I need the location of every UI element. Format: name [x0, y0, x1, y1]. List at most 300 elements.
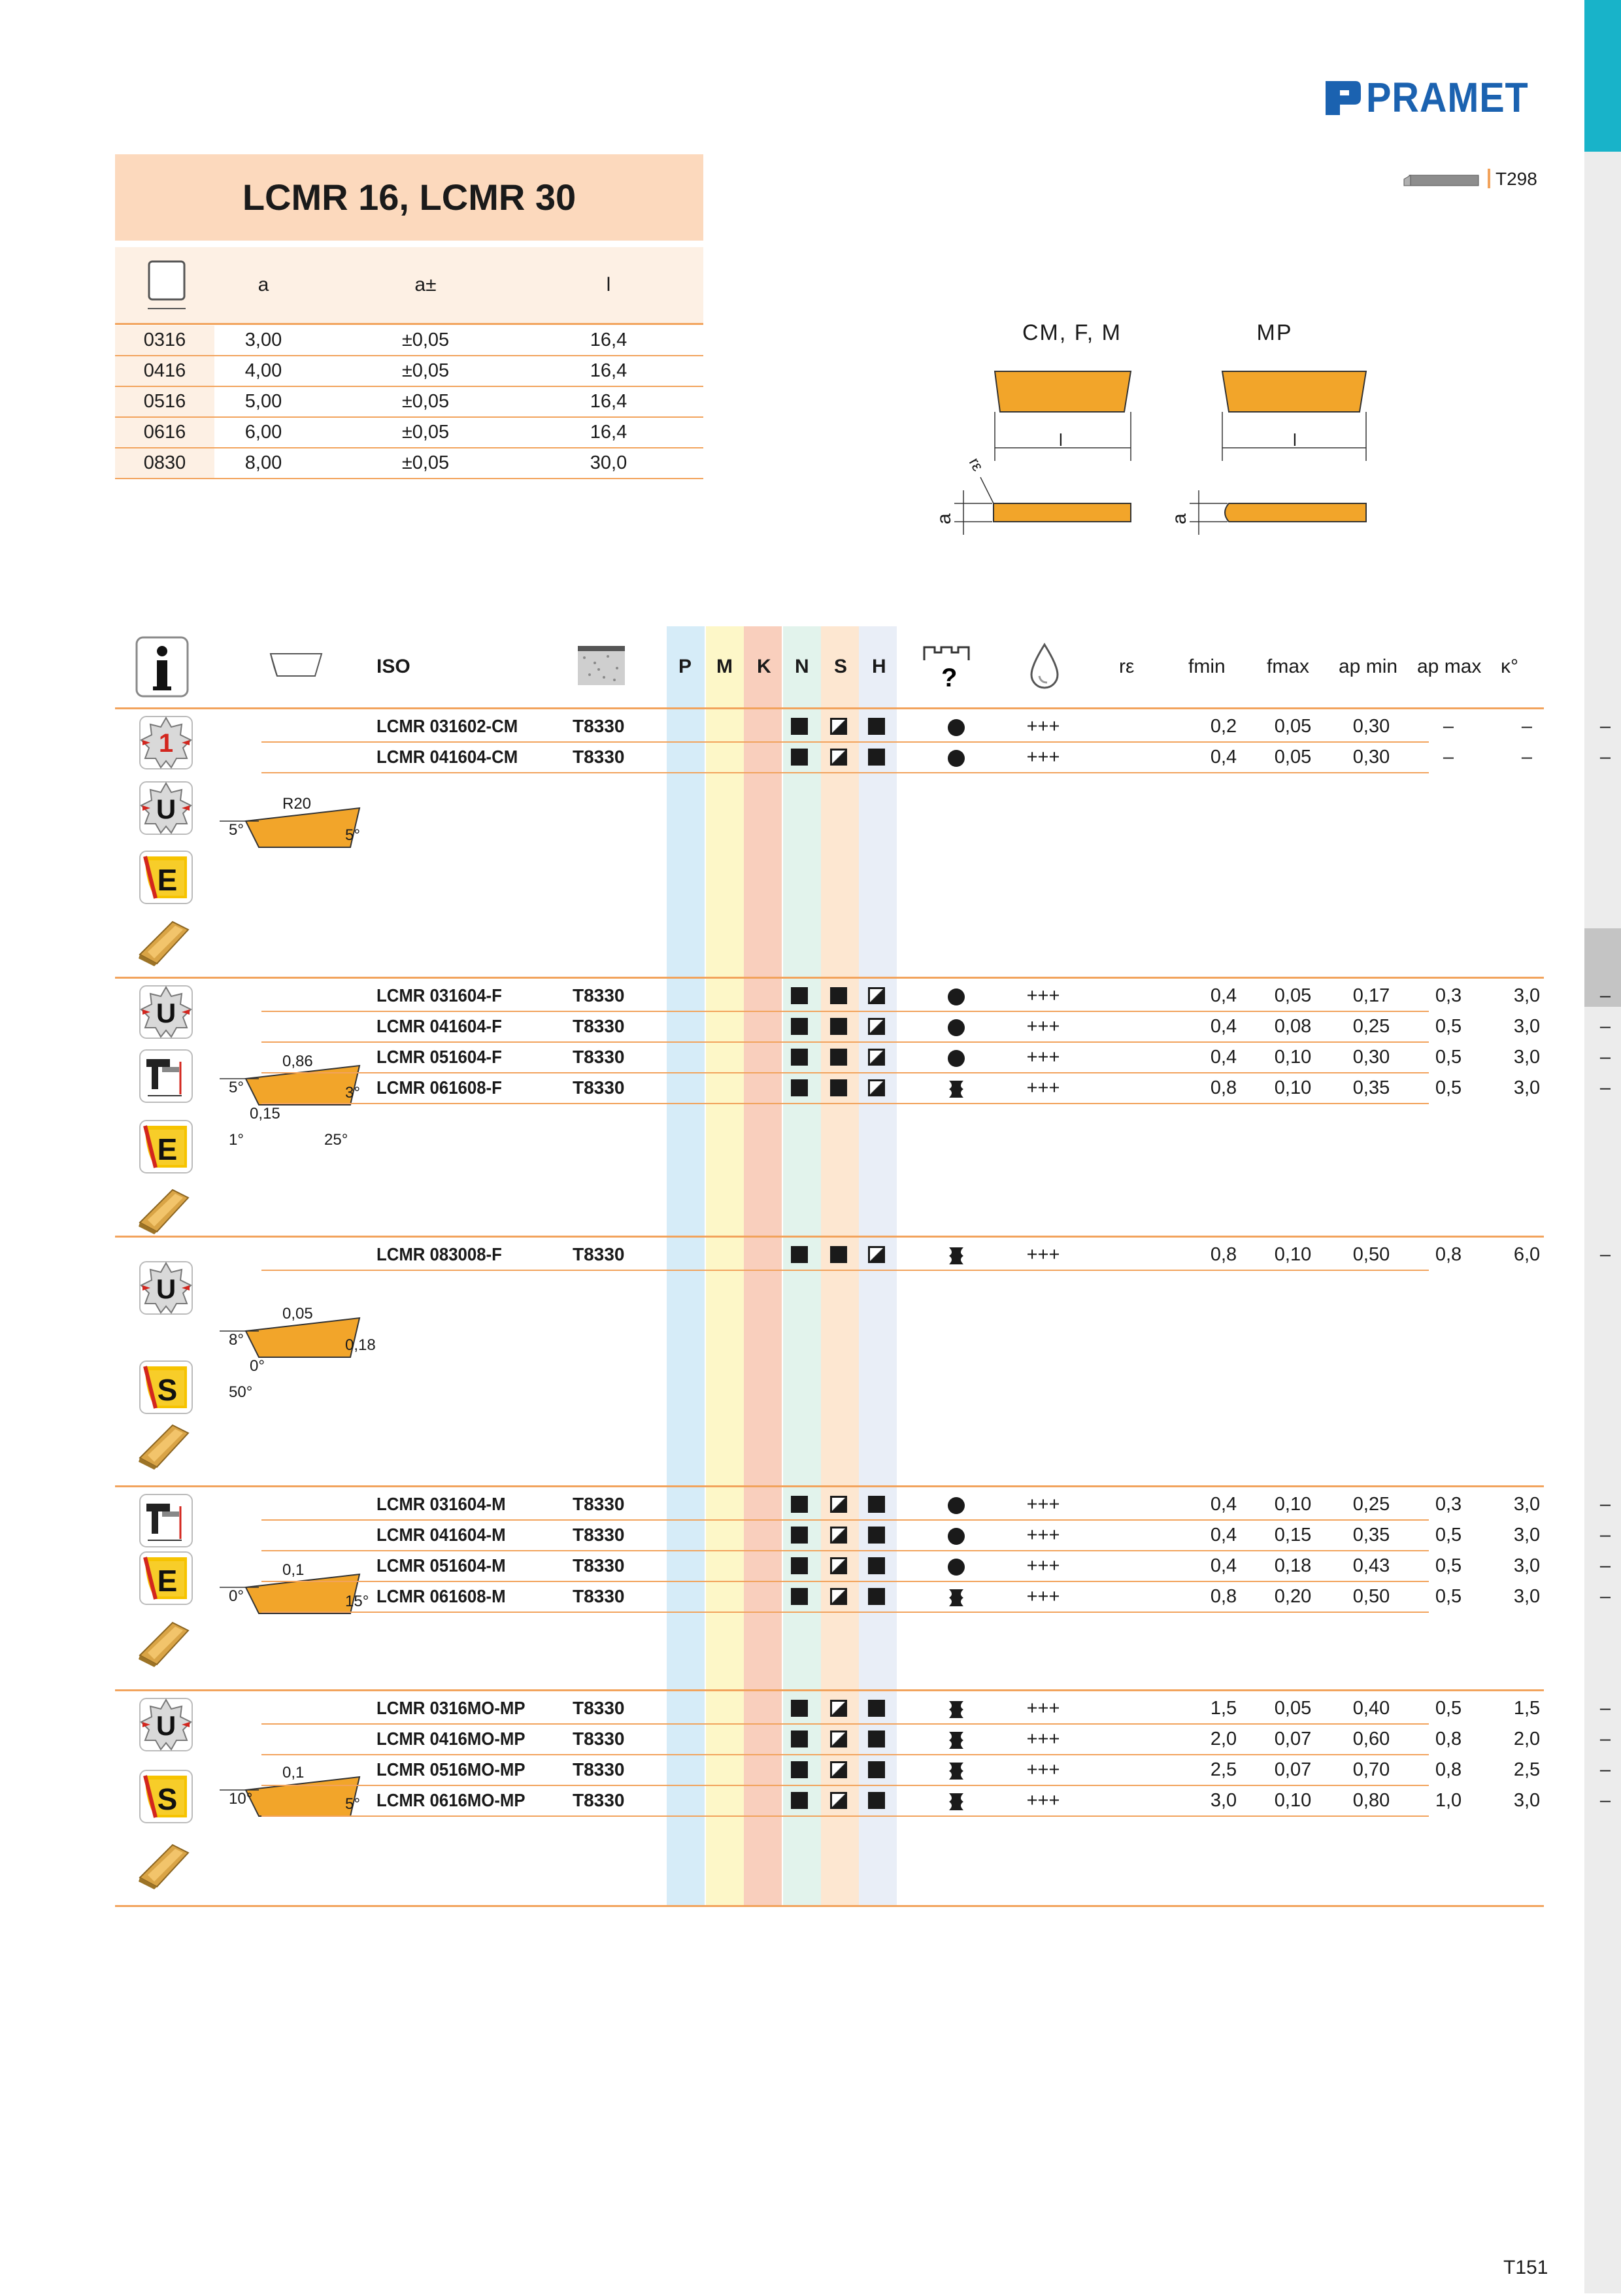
group-divider: [115, 1485, 1544, 1487]
iso-code[interactable]: LCMR 051604-M: [376, 1555, 506, 1576]
grade: T8330: [573, 1047, 625, 1067]
value-k: –: [1599, 1759, 1611, 1780]
grade: T8330: [573, 1555, 625, 1576]
value-apmin: 0,3: [1435, 985, 1462, 1006]
coolant-rating: +++: [1026, 1047, 1060, 1068]
suitability-m-icon: [830, 718, 847, 735]
grade: T8330: [573, 1494, 625, 1514]
coolant-rating: +++: [1026, 1729, 1060, 1749]
value-k: –: [1599, 747, 1611, 768]
group-divider: [115, 1905, 1544, 1907]
value-fmin: 0,20: [1274, 1586, 1312, 1607]
coolant-rating: +++: [1026, 1077, 1060, 1098]
suitability-m-icon: [830, 1700, 847, 1717]
suitability-k-icon: [868, 987, 885, 1004]
section-tab[interactable]: [1584, 595, 1621, 715]
profile-label: 25°: [324, 1131, 348, 1149]
section-tab[interactable]: [1584, 1948, 1621, 2068]
value-fmin: 0,05: [1274, 716, 1312, 737]
table-row[interactable]: [115, 1520, 1611, 1550]
col-header-a: a: [258, 274, 269, 295]
stability-icon: [946, 987, 965, 1005]
value-k: –: [1599, 1790, 1611, 1811]
svg-text:E: E: [157, 1132, 178, 1166]
iso-code[interactable]: LCMR 061608-F: [376, 1077, 502, 1098]
value-fmax: 0,30: [1352, 1047, 1390, 1068]
profile-label: R20: [282, 795, 312, 813]
suitability-p-icon: [791, 1246, 808, 1263]
suitability-k-icon: [868, 718, 885, 735]
value-fmin: 0,10: [1274, 1790, 1312, 1811]
value-apmin: 0,5: [1435, 1016, 1462, 1037]
stability-icon: [946, 1588, 965, 1606]
grade: T8330: [573, 1729, 625, 1749]
grade: T8330: [573, 716, 625, 736]
header-r: rε: [1119, 656, 1135, 677]
value-fmin: 0,05: [1274, 1698, 1312, 1719]
iso-code[interactable]: LCMR 0516MO-MP: [376, 1759, 526, 1780]
value-fmax: 0,50: [1352, 1586, 1390, 1607]
value-fmax: 0,43: [1352, 1555, 1390, 1576]
table-row[interactable]: [115, 981, 1611, 1011]
application-badge-s[interactable]: [139, 1360, 193, 1415]
value-k: –: [1599, 1586, 1611, 1607]
value-fmax: 0,35: [1352, 1525, 1390, 1545]
table-row[interactable]: [115, 1011, 1611, 1041]
value-r: 3,0: [1210, 1790, 1237, 1811]
iso-code[interactable]: LCMR 083008-F: [376, 1244, 502, 1264]
dimension-l-right: l: [1293, 430, 1297, 450]
value-fmin: 0,08: [1274, 1016, 1312, 1037]
section-tab[interactable]: [1584, 269, 1621, 362]
profile-label: 0,15: [250, 1105, 280, 1123]
value-k: –: [1599, 1047, 1611, 1068]
value-k: –: [1599, 985, 1611, 1006]
dimension-cell-l: 16,4: [590, 422, 627, 443]
value-k: –: [1599, 1729, 1611, 1749]
suitability-m-icon: [830, 1588, 847, 1605]
section-tab[interactable]: [1584, 1831, 1621, 1951]
section-tab[interactable]: [1584, 830, 1621, 931]
coolant-rating: +++: [1026, 1525, 1060, 1545]
value-r: 0,4: [1210, 1494, 1237, 1515]
value-fmax: 0,60: [1352, 1729, 1390, 1749]
value-r: 2,5: [1210, 1759, 1237, 1780]
value-apmax: 3,0: [1513, 1047, 1541, 1068]
dimension-row: [115, 387, 703, 418]
table-row[interactable]: [115, 711, 1611, 741]
stability-icon: [946, 1557, 965, 1576]
header-m: M: [716, 656, 733, 677]
stability-icon: [946, 1496, 965, 1514]
grade: T8330: [573, 747, 625, 767]
svg-text:U: U: [156, 1274, 176, 1304]
dimension-row: [115, 448, 703, 479]
dimension-cell-a: 4,00: [244, 360, 282, 381]
grade: T8330: [573, 1790, 625, 1810]
svg-text:U: U: [156, 794, 176, 824]
profile-label: 15°: [345, 1593, 369, 1610]
grade: T8330: [573, 1525, 625, 1545]
chipbreaker-profile: [220, 1305, 376, 1436]
table-row[interactable]: [115, 742, 1611, 772]
dimension-table-header: [115, 247, 703, 325]
grade: T8330: [573, 1586, 625, 1606]
svg-text:S: S: [157, 1782, 178, 1816]
suitability-k-icon: [868, 1496, 885, 1513]
section-tab[interactable]: [1584, 2184, 1621, 2296]
header-h: H: [872, 656, 886, 677]
tool-holder-icon: [1403, 170, 1481, 190]
coolant-rating: +++: [1026, 716, 1060, 737]
dimension-l-left: l: [1059, 430, 1063, 450]
table-row[interactable]: [115, 1755, 1611, 1785]
value-apmax: 6,0: [1513, 1244, 1541, 1265]
dimension-cell-l: 16,4: [590, 329, 627, 350]
value-r: 0,4: [1210, 1016, 1237, 1037]
suitability-k-icon: [868, 1246, 885, 1263]
value-apmin: 0,8: [1435, 1729, 1462, 1749]
dimension-row: [115, 356, 703, 387]
suitability-p-icon: [791, 749, 808, 766]
value-apmax: 2,0: [1513, 1729, 1541, 1749]
value-apmin: 0,5: [1435, 1525, 1462, 1545]
header-apmin: ap min: [1339, 656, 1398, 677]
value-fmax: 0,25: [1352, 1494, 1390, 1515]
value-apmin: 0,5: [1435, 1555, 1462, 1576]
coolant-rating: +++: [1026, 1759, 1060, 1780]
pramet-logo-text: PRAMET: [1366, 74, 1529, 121]
dimension-cell-code: 0516: [115, 387, 214, 416]
suitability-p-icon: [791, 1079, 808, 1096]
suitability-m-icon: [830, 1761, 847, 1778]
table-row[interactable]: [115, 1073, 1611, 1103]
dimension-cell-a: 3,00: [244, 329, 282, 350]
value-apmax: 3,0: [1513, 1016, 1541, 1037]
suitability-m-icon: [830, 749, 847, 766]
page-number: T151: [1503, 2257, 1548, 2278]
suitability-m-icon: [830, 1557, 847, 1574]
value-r: 0,4: [1210, 985, 1237, 1006]
pramet-logo-icon: [1323, 78, 1362, 118]
value-apmax: 3,0: [1513, 985, 1541, 1006]
suitability-k-icon: [868, 1792, 885, 1809]
value-fmin: 0,10: [1274, 1047, 1312, 1068]
suitability-m-icon: [830, 1246, 847, 1263]
value-apmin: 0,8: [1435, 1759, 1462, 1780]
dimension-cell-code: 0316: [115, 326, 214, 355]
section-tab[interactable]: [1584, 0, 1621, 154]
suitability-k-icon: [868, 1049, 885, 1066]
profile-label: 8°: [229, 1331, 244, 1349]
value-apmax: 3,0: [1513, 1586, 1541, 1607]
value-fmin: 0,10: [1274, 1494, 1312, 1515]
header-n: N: [795, 656, 809, 677]
suitability-m-icon: [830, 1079, 847, 1096]
application-badge-u[interactable]: [139, 781, 193, 836]
value-r: 2,0: [1210, 1729, 1237, 1749]
suitability-m-icon: [830, 1792, 847, 1809]
header-p: P: [678, 656, 692, 677]
value-r: 0,4: [1210, 1047, 1237, 1068]
suitability-p-icon: [791, 1792, 808, 1809]
value-k: –: [1599, 1077, 1611, 1098]
value-fmax: 0,35: [1352, 1077, 1390, 1098]
value-fmax: 0,40: [1352, 1698, 1390, 1719]
iso-code[interactable]: LCMR 0316MO-MP: [376, 1698, 526, 1718]
value-apmax: –: [1521, 716, 1533, 737]
value-apmax: 3,0: [1513, 1525, 1541, 1545]
value-r: 0,8: [1210, 1077, 1237, 1098]
header-iso: ISO: [376, 656, 410, 677]
value-fmin: 0,10: [1274, 1077, 1312, 1098]
stability-header-icon: [922, 641, 974, 693]
value-apmax: 3,0: [1513, 1494, 1541, 1515]
row-divider: [261, 1270, 1429, 1271]
suitability-k-icon: [868, 1700, 885, 1717]
value-apmax: 3,0: [1513, 1555, 1541, 1576]
profile-label: 1°: [229, 1131, 244, 1149]
stability-icon: [946, 1761, 965, 1780]
section-tab[interactable]: [1584, 152, 1621, 272]
value-fmin: 0,05: [1274, 985, 1312, 1006]
section-tab[interactable]: [1584, 1360, 1621, 1480]
value-k: –: [1599, 1244, 1611, 1265]
suitability-k-icon: [868, 1527, 885, 1544]
suitability-m-icon: [830, 1018, 847, 1035]
profile-label: 50°: [229, 1383, 253, 1401]
suitability-k-icon: [868, 749, 885, 766]
suitability-k-icon: [868, 1557, 885, 1574]
iso-code[interactable]: LCMR 031602-CM: [376, 716, 518, 736]
title-box: [115, 154, 703, 241]
pramet-logo: [1323, 73, 1545, 122]
dimension-cell-tol: ±0,05: [401, 329, 450, 350]
profile-label: 0,18: [345, 1336, 376, 1354]
col-header-l: l: [606, 274, 611, 295]
svg-text:U: U: [156, 1710, 176, 1741]
section-tab-strip: [1584, 0, 1621, 2293]
table-row[interactable]: [115, 1240, 1611, 1270]
header-apmax: ap max: [1417, 656, 1482, 677]
iso-code[interactable]: LCMR 051604-F: [376, 1047, 502, 1067]
profile-label: 0,86: [282, 1053, 313, 1070]
value-fmax: 0,70: [1352, 1759, 1390, 1780]
value-fmax: 0,25: [1352, 1016, 1390, 1037]
value-apmin: 0,5: [1435, 1077, 1462, 1098]
application-badge-e[interactable]: [139, 850, 193, 905]
grade: T8330: [573, 1244, 625, 1264]
grade: T8330: [573, 1759, 625, 1780]
insert-photo: [135, 1181, 190, 1236]
value-apmax: 2,5: [1513, 1759, 1541, 1780]
suitability-k-icon: [868, 1079, 885, 1096]
value-fmax: 0,17: [1352, 985, 1390, 1006]
group-divider: [115, 1689, 1544, 1691]
iso-code[interactable]: LCMR 031604-F: [376, 985, 502, 1005]
dimension-cell-l: 16,4: [590, 360, 627, 381]
iso-code[interactable]: LCMR 0416MO-MP: [376, 1729, 526, 1749]
dimension-cell-l: 16,4: [590, 391, 627, 412]
dimension-cell-l: 30,0: [590, 452, 627, 473]
value-apmin: 0,5: [1435, 1047, 1462, 1068]
grade: T8330: [573, 1698, 625, 1718]
iso-code[interactable]: LCMR 031604-M: [376, 1494, 506, 1514]
profile-label: 5°: [229, 1079, 244, 1096]
value-k: –: [1599, 1525, 1611, 1545]
header-k: K: [757, 656, 771, 677]
value-r: 0,4: [1210, 1555, 1237, 1576]
section-tab[interactable]: [1584, 477, 1621, 598]
stability-icon: [946, 1018, 965, 1036]
value-r: 0,8: [1210, 1244, 1237, 1265]
insert-outline-icon: [146, 259, 187, 312]
table-row[interactable]: [115, 1042, 1611, 1072]
section-tab[interactable]: [1584, 1124, 1621, 1245]
suitability-m-icon: [830, 1730, 847, 1747]
section-tab[interactable]: [1584, 360, 1621, 480]
grade: T8330: [573, 1077, 625, 1098]
profile-label: 3°: [345, 1084, 360, 1102]
dimension-cell-tol: ±0,05: [401, 422, 450, 443]
profile-label: 0,05: [282, 1305, 313, 1323]
row-divider: [261, 1815, 1429, 1817]
row-divider: [261, 1103, 1429, 1104]
col-header-tolerance: a±: [414, 274, 437, 295]
profile-label: 0°: [229, 1587, 244, 1605]
suitability-p-icon: [791, 1730, 808, 1747]
coolant-drop-icon: [1026, 642, 1063, 690]
suitability-k-icon: [868, 1018, 885, 1035]
suitability-k-icon: [868, 1730, 885, 1747]
row-divider: [261, 1612, 1429, 1613]
svg-text:S: S: [157, 1373, 178, 1407]
value-apmin: 0,5: [1435, 1698, 1462, 1719]
svg-text:E: E: [157, 863, 178, 897]
stability-icon: [946, 1049, 965, 1067]
svg-text:U: U: [156, 998, 176, 1028]
profile-label: 0°: [250, 1357, 265, 1375]
value-apmin: 1,0: [1435, 1790, 1462, 1811]
dimension-cell-tol: ±0,05: [401, 452, 450, 473]
insert-photo: [135, 913, 190, 968]
value-fmax: 0,30: [1352, 716, 1390, 737]
info-icon[interactable]: [135, 635, 190, 698]
iso-code[interactable]: LCMR 041604-M: [376, 1525, 506, 1545]
dimension-corner-radius: rε: [965, 454, 987, 475]
dimension-cell-tol: ±0,05: [401, 391, 450, 412]
insert-photo: [135, 1613, 190, 1668]
header-fmin: fmin: [1188, 656, 1226, 677]
suitability-p-icon: [791, 1588, 808, 1605]
row-divider: [261, 772, 1429, 773]
coolant-rating: +++: [1026, 747, 1060, 768]
value-fmin: 0,18: [1274, 1555, 1312, 1576]
stability-icon: [946, 1700, 965, 1718]
value-r: 0,4: [1210, 1525, 1237, 1545]
dimension-a-right: a: [1169, 513, 1190, 524]
value-apmax: 3,0: [1513, 1790, 1541, 1811]
application-badge-e[interactable]: [139, 1119, 193, 1174]
profile-label: 5°: [229, 821, 244, 839]
suitability-m-icon: [830, 1527, 847, 1544]
grade-header-icon: [575, 643, 627, 689]
coolant-rating: +++: [1026, 1790, 1060, 1811]
dimension-cell-code: 0416: [115, 356, 214, 386]
value-fmin: 0,15: [1274, 1525, 1312, 1545]
insert-drawing: [915, 314, 1438, 562]
svg-text:1: 1: [158, 729, 174, 758]
suitability-p-icon: [791, 1557, 808, 1574]
value-k: –: [1599, 1698, 1611, 1719]
iso-code[interactable]: LCMR 061608-M: [376, 1586, 506, 1606]
stability-icon: [946, 1527, 965, 1545]
coolant-rating: +++: [1026, 1244, 1060, 1265]
value-apmin: –: [1443, 716, 1454, 737]
value-fmin: 0,07: [1274, 1729, 1312, 1749]
svg-text:?: ?: [941, 664, 958, 692]
chipbreaker-profile: [220, 795, 370, 926]
insert-photo: [135, 1416, 190, 1471]
value-r: 0,4: [1210, 747, 1237, 768]
profile-label: 5°: [345, 1795, 360, 1813]
suitability-p-icon: [791, 1761, 808, 1778]
iso-code[interactable]: LCMR 041604-F: [376, 1016, 502, 1036]
group-divider: [115, 977, 1544, 979]
section-tab[interactable]: [1584, 2066, 1621, 2186]
stability-icon: [946, 1079, 965, 1098]
insert-profile-header-icon: [268, 650, 324, 683]
value-fmin: 0,07: [1274, 1759, 1312, 1780]
table-row[interactable]: [115, 1551, 1611, 1581]
grade: T8330: [573, 1016, 625, 1036]
value-fmax: 0,80: [1352, 1790, 1390, 1811]
coolant-rating: +++: [1026, 985, 1060, 1006]
table-row[interactable]: [115, 1724, 1611, 1754]
table-row[interactable]: [115, 1581, 1611, 1612]
dimension-row: [115, 326, 703, 356]
value-r: 0,8: [1210, 1586, 1237, 1607]
header-fmax: fmax: [1267, 656, 1310, 677]
table-row[interactable]: [115, 1785, 1611, 1815]
suitability-p-icon: [791, 1496, 808, 1513]
dimension-cell-a: 8,00: [244, 452, 282, 473]
value-k: –: [1599, 1555, 1611, 1576]
value-r: 1,5: [1210, 1698, 1237, 1719]
stability-icon: [946, 1792, 965, 1810]
svg-text:E: E: [157, 1564, 178, 1598]
suitability-m-icon: [830, 987, 847, 1004]
dimension-cell-tol: ±0,05: [401, 360, 450, 381]
iso-code[interactable]: LCMR 041604-CM: [376, 747, 518, 767]
coolant-rating: +++: [1026, 1016, 1060, 1037]
suitability-m-icon: [830, 1496, 847, 1513]
value-r: 0,2: [1210, 716, 1237, 737]
table-row[interactable]: [115, 1489, 1611, 1519]
value-k: –: [1599, 1016, 1611, 1037]
value-k: –: [1599, 716, 1611, 737]
grade: T8330: [573, 985, 625, 1005]
stability-icon: [946, 1730, 965, 1749]
table-row[interactable]: [115, 1693, 1611, 1723]
group-divider: [115, 1236, 1544, 1238]
profile-label: 5°: [345, 826, 360, 844]
value-apmax: 1,5: [1513, 1698, 1541, 1719]
value-apmin: 0,5: [1435, 1586, 1462, 1607]
iso-code[interactable]: LCMR 0616MO-MP: [376, 1790, 526, 1810]
dimension-cell-a: 6,00: [244, 422, 282, 443]
coolant-rating: +++: [1026, 1586, 1060, 1607]
